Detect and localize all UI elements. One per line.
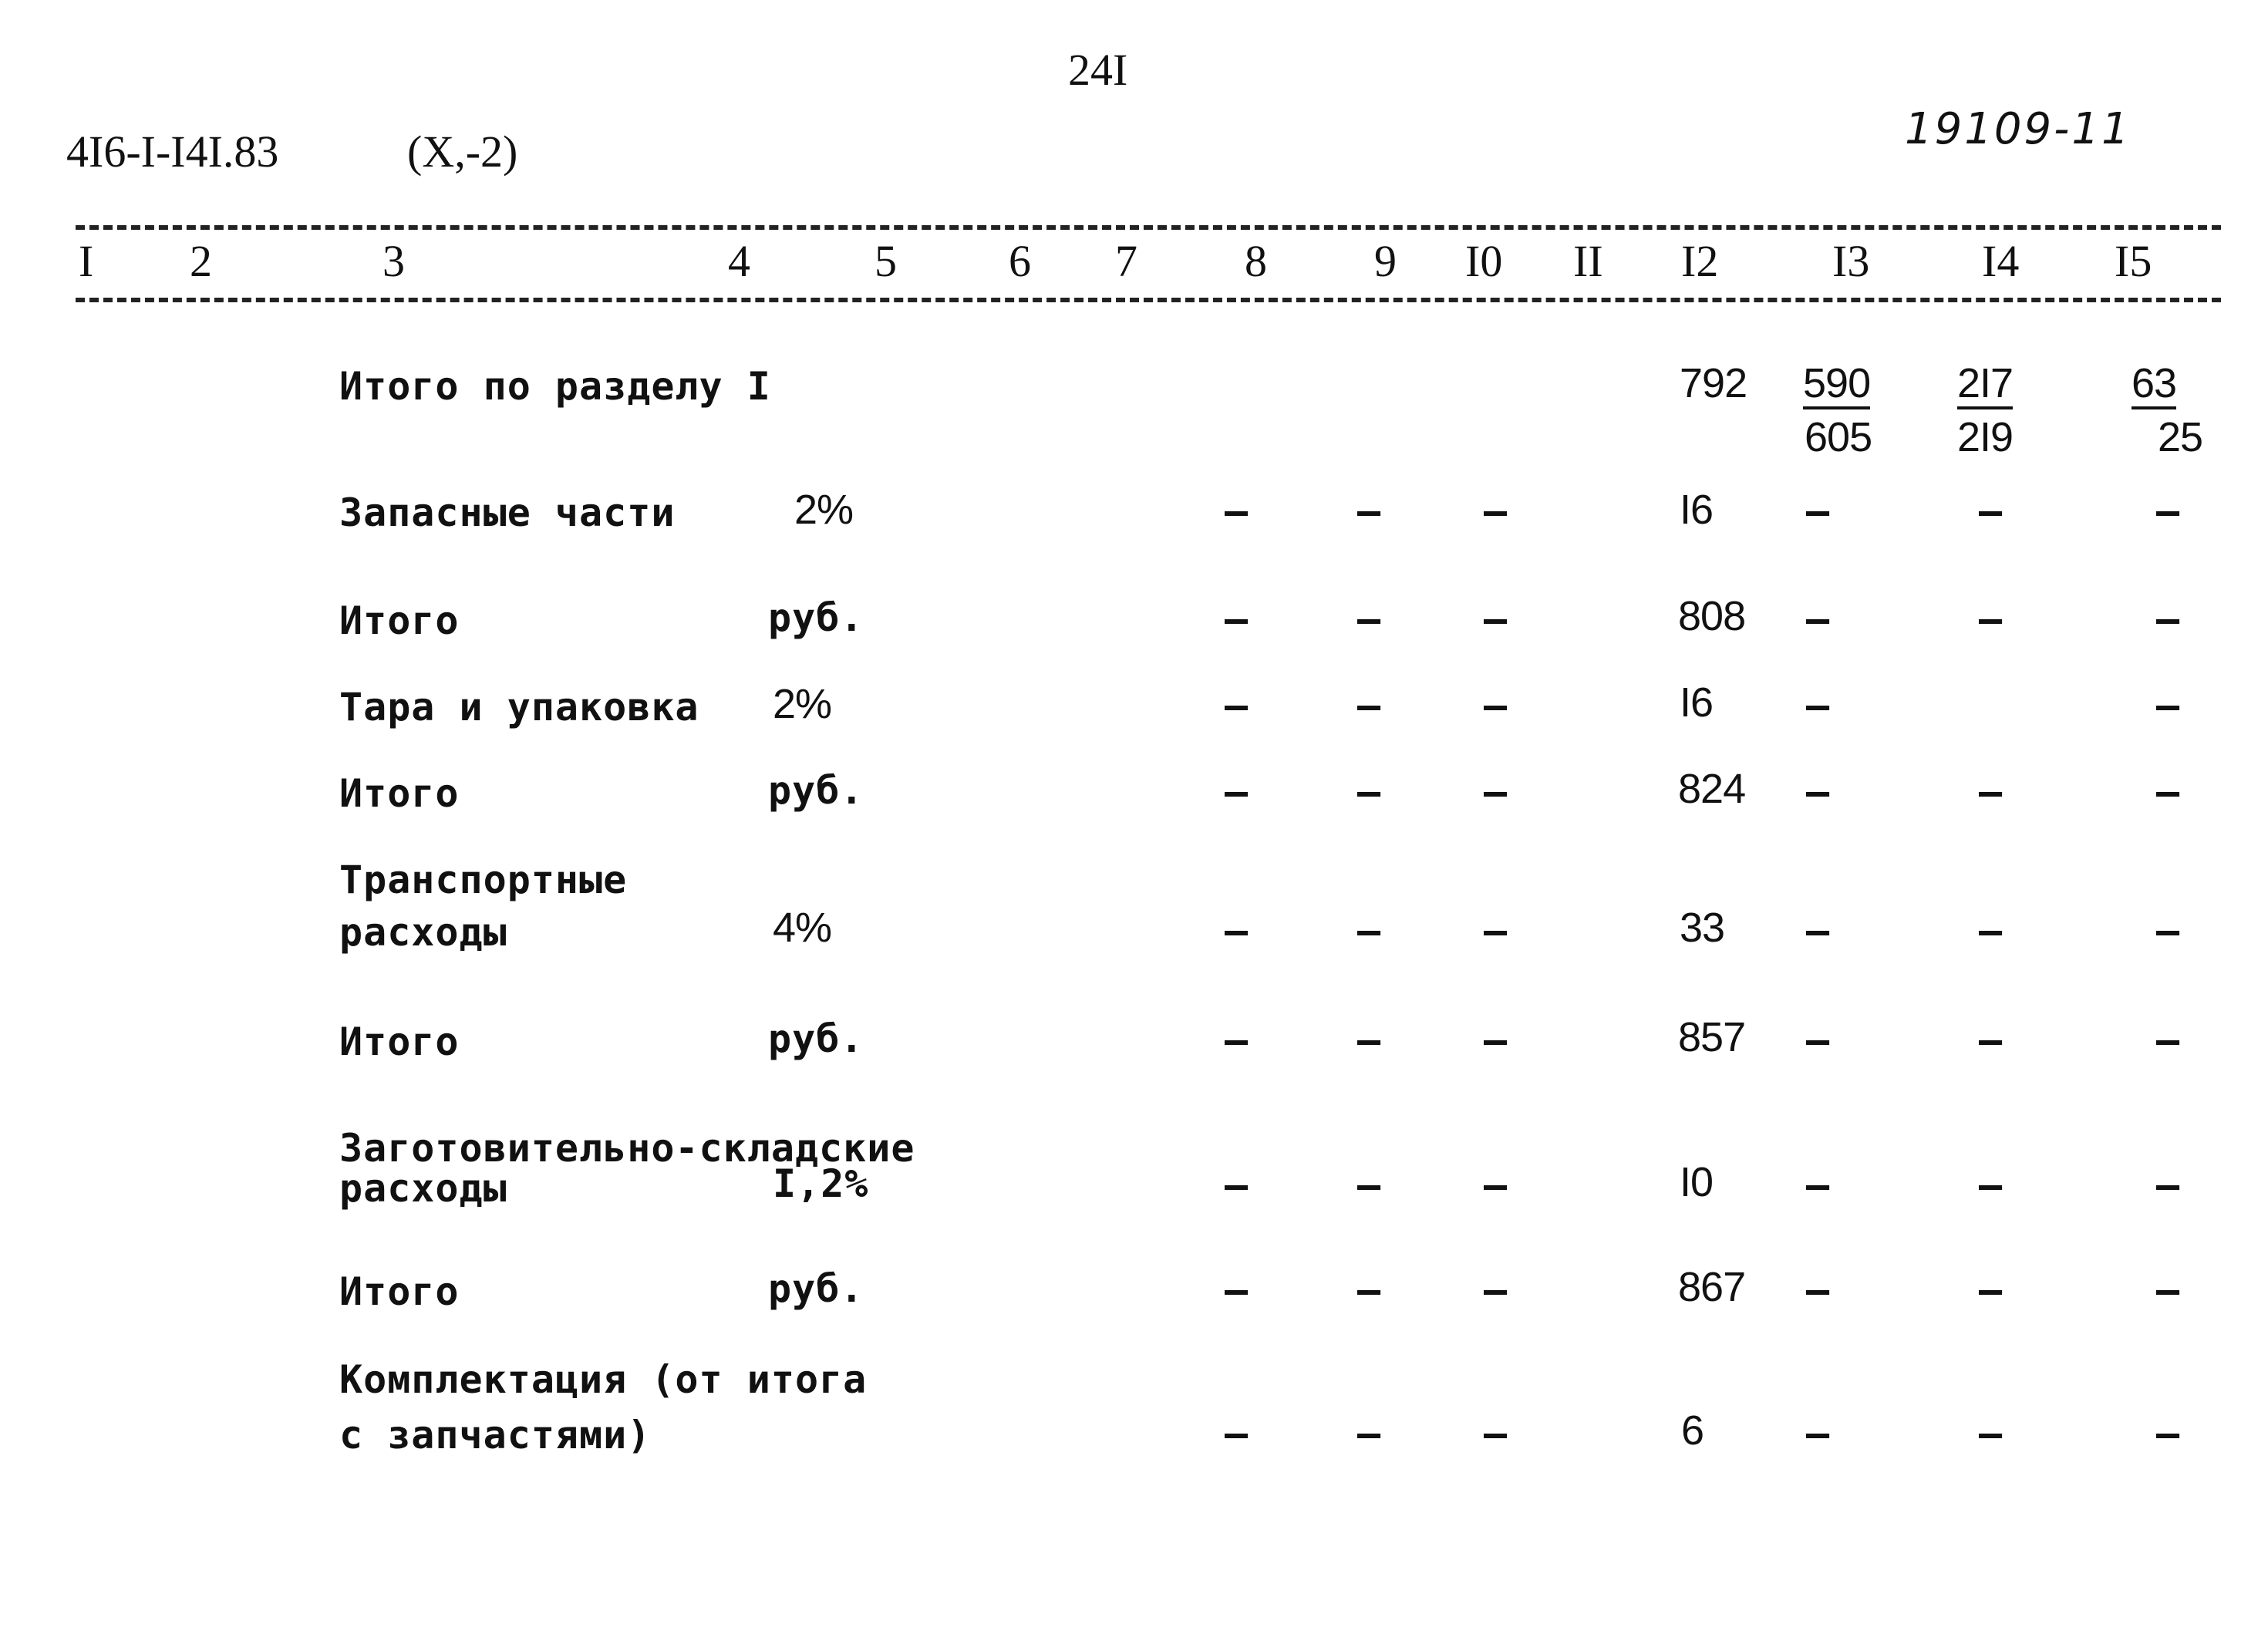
row-unit: 2% bbox=[794, 487, 854, 533]
column-header-2: 2 bbox=[190, 236, 212, 286]
column-header-4: 4 bbox=[728, 236, 750, 286]
handwritten-stamp: 19109-11 bbox=[1905, 104, 2132, 154]
row-label-line1: Заготовительно-складские bbox=[339, 1126, 915, 1171]
row-label: Итого bbox=[339, 598, 460, 643]
col13-dash: – bbox=[1806, 683, 1830, 728]
col8-dash: – bbox=[1225, 908, 1249, 953]
row-col12: I6 bbox=[1680, 487, 1714, 533]
row-unit: руб. bbox=[768, 768, 864, 813]
col9-dash: – bbox=[1357, 597, 1381, 642]
column-header-13: I3 bbox=[1832, 236, 1870, 286]
col14-dash: – bbox=[1979, 597, 2003, 642]
col10-dash: – bbox=[1484, 1268, 1508, 1313]
row-col12: I6 bbox=[1680, 679, 1714, 726]
section-total-col13-top: 590 bbox=[1803, 362, 1870, 409]
col13-dash: – bbox=[1806, 908, 1830, 953]
col15-dash: – bbox=[2156, 1268, 2180, 1313]
section-total-col14-bottom: 2I9 bbox=[1957, 414, 2014, 460]
col15-dash: – bbox=[2156, 489, 2180, 534]
col14-dash: – bbox=[1979, 1163, 2003, 1208]
column-header-7: 7 bbox=[1115, 236, 1137, 286]
col13-dash: – bbox=[1806, 489, 1830, 534]
col9-dash: – bbox=[1357, 489, 1381, 534]
section-total-col15-bottom: 25 bbox=[2158, 414, 2203, 460]
col8-dash: – bbox=[1225, 683, 1249, 728]
column-header-15: I5 bbox=[2115, 236, 2152, 286]
col13-dash: – bbox=[1806, 770, 1830, 814]
row-unit: руб. bbox=[768, 1266, 864, 1311]
row-unit: руб. bbox=[768, 1016, 864, 1061]
row-label-line1: Транспортные bbox=[339, 858, 628, 902]
row-col12: 824 bbox=[1678, 766, 1746, 812]
col14-dash: – bbox=[1979, 770, 2003, 814]
row-col12: 808 bbox=[1678, 593, 1746, 639]
row-unit: 4% bbox=[773, 905, 832, 951]
col8-dash: – bbox=[1225, 489, 1249, 534]
row-col12: 33 bbox=[1680, 905, 1725, 951]
row-col12: 867 bbox=[1678, 1264, 1746, 1310]
row-label-line1: Комплектация (от итога bbox=[339, 1357, 868, 1402]
col10-dash: – bbox=[1484, 1411, 1508, 1456]
col8-dash: – bbox=[1225, 1163, 1249, 1208]
col13-dash: – bbox=[1806, 1268, 1830, 1313]
col9-dash: – bbox=[1357, 908, 1381, 953]
col15-dash: – bbox=[2156, 908, 2180, 953]
page-number: 24I bbox=[1068, 45, 1128, 95]
col15-dash: – bbox=[2156, 1163, 2180, 1208]
col14-dash: – bbox=[1979, 1411, 2003, 1456]
col9-dash: – bbox=[1357, 1268, 1381, 1313]
row-label: Итого bbox=[339, 771, 460, 816]
column-header-14: I4 bbox=[1982, 236, 2020, 286]
col14-dash: – bbox=[1979, 489, 2003, 534]
col13-dash: – bbox=[1806, 1018, 1830, 1063]
document-sheet: (X,-2) bbox=[407, 126, 518, 177]
column-header-5: 5 bbox=[875, 236, 897, 286]
col14-dash: – bbox=[1979, 1268, 2003, 1313]
col14-dash: – bbox=[1979, 1018, 2003, 1063]
row-col12: 857 bbox=[1678, 1014, 1746, 1060]
row-unit: I,2% bbox=[773, 1161, 869, 1206]
col10-dash: – bbox=[1484, 683, 1508, 728]
row-col12: I0 bbox=[1680, 1159, 1714, 1205]
section-total-col13-bottom: 605 bbox=[1805, 414, 1872, 460]
col15-dash: – bbox=[2156, 597, 2180, 642]
column-header-9: 9 bbox=[1374, 236, 1397, 286]
col15-dash: – bbox=[2156, 683, 2180, 728]
column-header-8: 8 bbox=[1245, 236, 1267, 286]
section-total-label: Итого по разделу I bbox=[339, 364, 771, 409]
row-label: Запасные части bbox=[339, 490, 676, 535]
section-total-col15-top: 63 bbox=[2132, 362, 2176, 409]
section-total-col12: 792 bbox=[1680, 360, 1747, 406]
col10-dash: – bbox=[1484, 908, 1508, 953]
col8-dash: – bbox=[1225, 1268, 1249, 1313]
document-code: 4I6-I-I4I.83 bbox=[66, 126, 279, 177]
row-label: Тара и упаковка bbox=[339, 685, 699, 730]
row-col12: 6 bbox=[1681, 1407, 1704, 1454]
col8-dash: – bbox=[1225, 1018, 1249, 1063]
column-header-10: I0 bbox=[1465, 236, 1503, 286]
column-header-11: II bbox=[1573, 236, 1603, 286]
col8-dash: – bbox=[1225, 597, 1249, 642]
col15-dash: – bbox=[2156, 770, 2180, 814]
col9-dash: – bbox=[1357, 1018, 1381, 1063]
col9-dash: – bbox=[1357, 770, 1381, 814]
row-unit: 2% bbox=[773, 681, 832, 727]
col8-dash: – bbox=[1225, 1411, 1249, 1456]
col14-dash: – bbox=[1979, 908, 2003, 953]
col9-dash: – bbox=[1357, 683, 1381, 728]
row-label-line2: расходы bbox=[339, 1166, 507, 1211]
section-total-col14-top: 2I7 bbox=[1957, 362, 2013, 409]
col13-dash: – bbox=[1806, 1411, 1830, 1456]
column-header-12: I2 bbox=[1681, 236, 1719, 286]
col9-dash: – bbox=[1357, 1163, 1381, 1208]
row-unit: руб. bbox=[768, 595, 864, 640]
column-header-6: 6 bbox=[1009, 236, 1031, 286]
col13-dash: – bbox=[1806, 597, 1830, 642]
row-label-line2: расходы bbox=[339, 910, 507, 955]
top-rule bbox=[76, 225, 2221, 230]
col9-dash: – bbox=[1357, 1411, 1381, 1456]
col10-dash: – bbox=[1484, 597, 1508, 642]
row-label: Итого bbox=[339, 1269, 460, 1314]
column-header-3: 3 bbox=[382, 236, 405, 286]
row-label: Итого bbox=[339, 1019, 460, 1064]
column-header-1: I bbox=[79, 236, 94, 286]
row-label-line2: с запчастями) bbox=[339, 1413, 652, 1457]
header-bottom-rule bbox=[76, 298, 2221, 302]
col13-dash: – bbox=[1806, 1163, 1830, 1208]
col10-dash: – bbox=[1484, 1018, 1508, 1063]
col15-dash: – bbox=[2156, 1018, 2180, 1063]
col10-dash: – bbox=[1484, 770, 1508, 814]
col10-dash: – bbox=[1484, 1163, 1508, 1208]
col15-dash: – bbox=[2156, 1411, 2180, 1456]
col8-dash: – bbox=[1225, 770, 1249, 814]
col10-dash: – bbox=[1484, 489, 1508, 534]
